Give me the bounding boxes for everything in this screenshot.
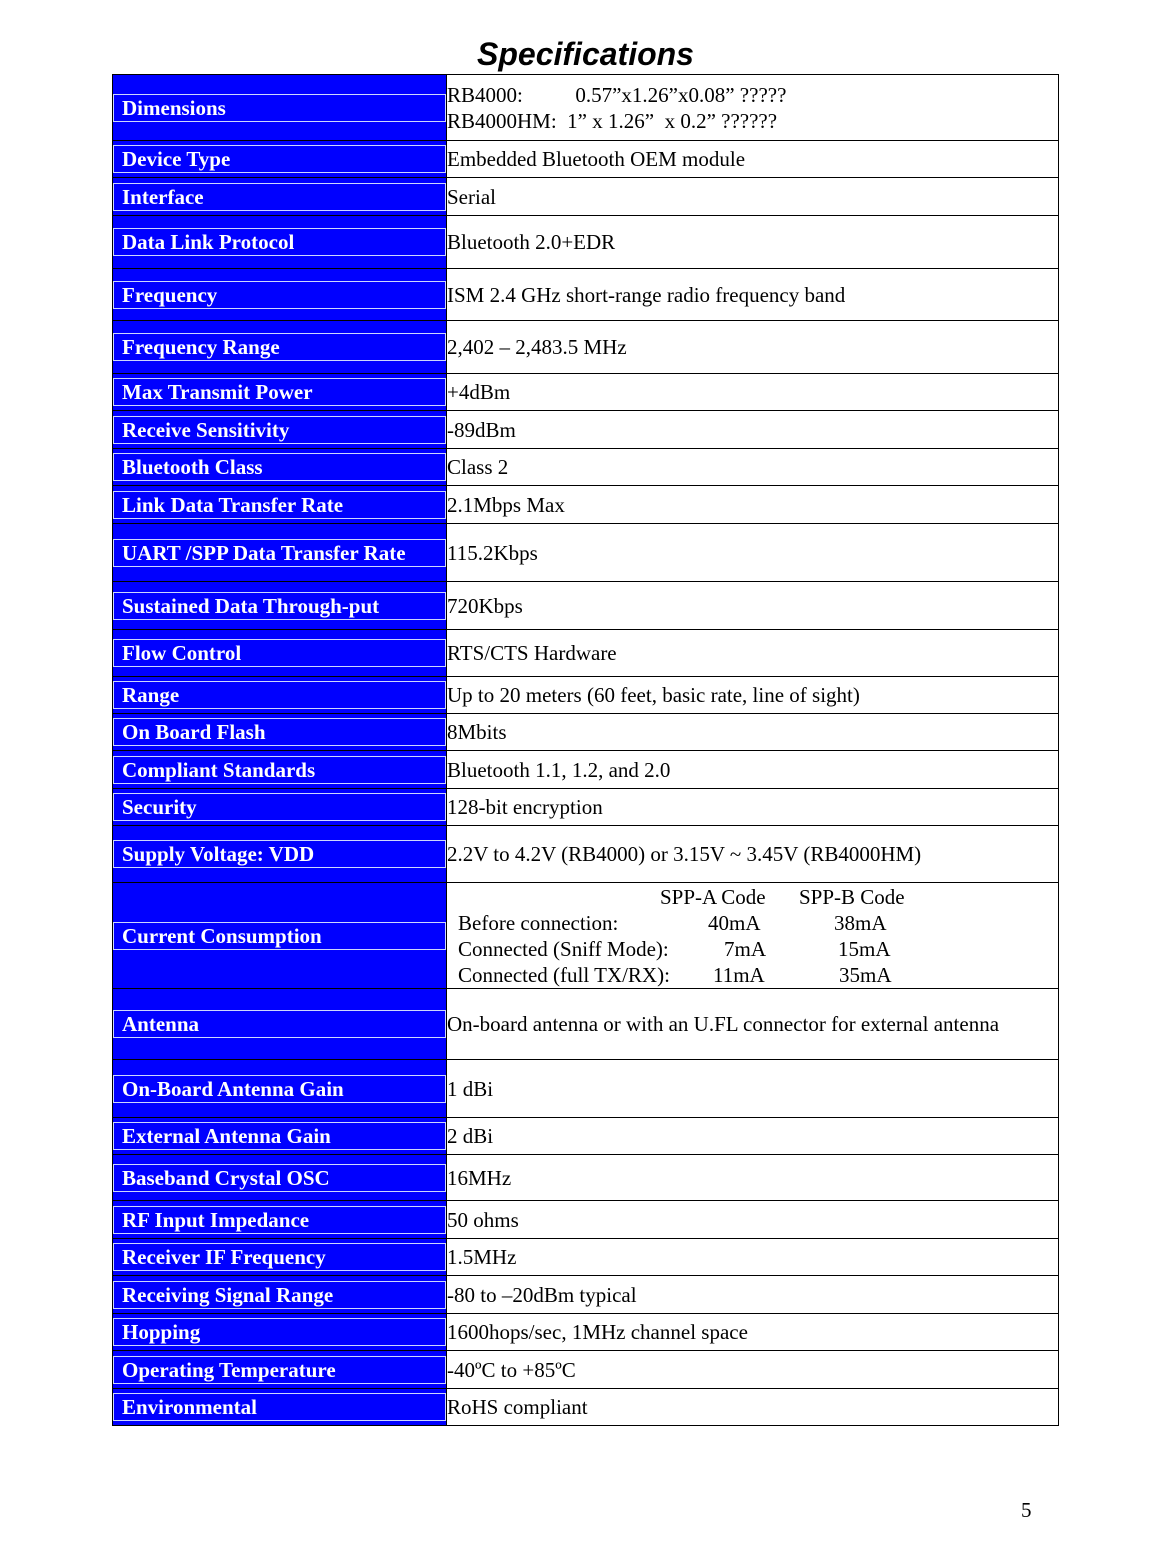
table-row — [113, 677, 1059, 714]
cc-row-a: 7mA — [724, 936, 766, 961]
table-row — [113, 1276, 1059, 1314]
row-value: 8Mbits — [447, 714, 1059, 751]
cc-row-a: 40mA — [708, 910, 761, 935]
table-row — [113, 524, 1059, 582]
cc-row-b: 15mA — [838, 936, 891, 961]
table-row — [113, 449, 1059, 486]
table-row — [113, 989, 1059, 1060]
row-value: Up to 20 meters (60 feet, basic rate, line of sight) — [447, 677, 1059, 714]
row-label: Current Consumption — [113, 922, 446, 950]
row-label: Baseband Crystal OSC — [113, 1164, 446, 1192]
row-label: UART /SPP Data Transfer Rate — [113, 539, 446, 567]
row-label: Sustained Data Through-put — [113, 592, 446, 620]
row-value: 720Kbps — [447, 582, 1059, 630]
row-label: Receive Sensitivity — [113, 416, 446, 444]
table-row — [113, 1201, 1059, 1239]
cc-row-a: 11mA — [713, 962, 765, 987]
row-value: -80 to –20dBm typical — [447, 1276, 1059, 1314]
row-value-line: RB4000HM: 1” x 1.26” x 0.2” ?????? — [447, 108, 778, 133]
specifications-table — [112, 74, 1059, 1426]
row-label: Flow Control — [113, 639, 446, 667]
table-row — [113, 789, 1059, 826]
row-label: Device Type — [113, 145, 446, 173]
row-value: 1 dBi — [447, 1060, 1059, 1118]
row-value: 115.2Kbps — [447, 524, 1059, 582]
table-row — [113, 1060, 1059, 1118]
current-consumption-cell — [447, 883, 1059, 989]
row-value: 2,402 – 2,483.5 MHz — [447, 321, 1059, 374]
row-value: 2.1Mbps Max — [447, 486, 1059, 524]
spp-b-header: SPP-B Code — [799, 884, 905, 909]
row-label: Bluetooth Class — [113, 453, 446, 481]
table-row — [113, 1239, 1059, 1276]
row-value-line: RB4000: 0.57”x1.26”x0.08” ????? — [447, 82, 787, 107]
table-row — [113, 582, 1059, 630]
row-label: Supply Voltage: VDD — [113, 840, 446, 868]
row-value: RoHS compliant — [447, 1389, 1059, 1426]
row-value: Embedded Bluetooth OEM module — [447, 141, 1059, 178]
table-row — [113, 1314, 1059, 1351]
row-label: Environmental — [113, 1393, 446, 1421]
row-label: On Board Flash — [113, 718, 446, 746]
row-label: Frequency — [113, 281, 446, 309]
row-label: Interface — [113, 183, 446, 211]
row-label: Dimensions — [113, 94, 446, 122]
table-row — [113, 178, 1059, 216]
row-value: 128-bit encryption — [447, 789, 1059, 826]
row-value: On-board antenna or with an U.FL connector for external antenna — [447, 989, 1059, 1060]
row-value: 50 ohms — [447, 1201, 1059, 1239]
page-title: Specifications — [477, 36, 694, 72]
row-value: ISM 2.4 GHz short-range radio frequency band — [447, 269, 1059, 321]
table-row — [113, 826, 1059, 883]
row-label: Hopping — [113, 1318, 446, 1346]
row-value: 16MHz — [447, 1155, 1059, 1201]
row-value: Bluetooth 1.1, 1.2, and 2.0 — [447, 751, 1059, 789]
page-number: 5 — [1021, 1498, 1032, 1522]
row-value: Class 2 — [447, 449, 1059, 486]
table-row — [113, 141, 1059, 178]
spp-a-header: SPP-A Code — [660, 884, 766, 909]
row-value: 1.5MHz — [447, 1239, 1059, 1276]
table-row — [113, 1155, 1059, 1201]
row-label: Receiver IF Frequency — [113, 1243, 446, 1271]
row-label: Security — [113, 793, 446, 821]
cc-row-name: Connected (Sniff Mode): — [458, 936, 669, 961]
table-row — [113, 321, 1059, 374]
cc-row-name: Connected (full TX/RX): — [458, 962, 670, 987]
cc-row-name: Before connection: — [458, 910, 619, 935]
table-row — [113, 751, 1059, 789]
row-value: -40ºC to +85ºC — [447, 1351, 1059, 1389]
table-row — [113, 216, 1059, 269]
row-label: Link Data Transfer Rate — [113, 491, 446, 519]
cc-row-b: 38mA — [834, 910, 887, 935]
table-row — [113, 411, 1059, 449]
row-label: Receiving Signal Range — [113, 1281, 446, 1309]
row-value: -89dBm — [447, 411, 1059, 449]
row-label: Compliant Standards — [113, 756, 446, 784]
table-row — [113, 75, 1059, 141]
row-label: On-Board Antenna Gain — [113, 1075, 446, 1103]
table-row — [113, 486, 1059, 524]
row-value: Serial — [447, 178, 1059, 216]
row-label: Range — [113, 681, 446, 709]
row-label: Antenna — [113, 1010, 446, 1038]
table-row — [113, 883, 1059, 989]
table-row — [113, 630, 1059, 677]
row-value: Bluetooth 2.0+EDR — [447, 216, 1059, 269]
row-value: +4dBm — [447, 374, 1059, 411]
row-label: RF Input Impedance — [113, 1206, 446, 1234]
table-row — [113, 1351, 1059, 1389]
table-row — [113, 1389, 1059, 1426]
row-value: 2.2V to 4.2V (RB4000) or 3.15V ~ 3.45V (RB4000HM) — [447, 826, 1059, 883]
row-label: Data Link Protocol — [113, 228, 446, 256]
table-row — [113, 269, 1059, 321]
row-label: Frequency Range — [113, 333, 446, 361]
cc-row-b: 35mA — [839, 962, 892, 987]
row-label: Max Transmit Power — [113, 378, 446, 406]
row-value: RTS/CTS Hardware — [447, 630, 1059, 677]
table-row — [113, 1118, 1059, 1155]
row-value: 1600hops/sec, 1MHz channel space — [447, 1314, 1059, 1351]
row-label: Operating Temperature — [113, 1356, 446, 1384]
row-label: External Antenna Gain — [113, 1122, 446, 1150]
row-value: 2 dBi — [447, 1118, 1059, 1155]
table-row — [113, 714, 1059, 751]
table-row — [113, 374, 1059, 411]
